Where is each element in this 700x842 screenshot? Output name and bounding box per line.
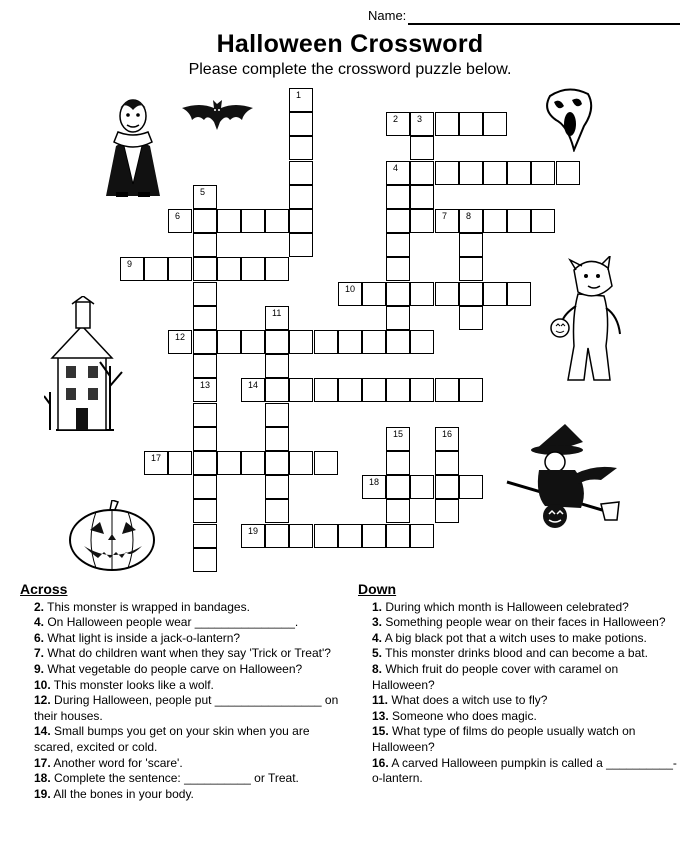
clue-num: 3.	[372, 615, 383, 630]
witch-illustration	[505, 424, 620, 534]
clue-text: What do children want when they say 'Trick or Treat'?	[44, 646, 331, 661]
crossword-cell[interactable]	[193, 209, 217, 233]
crossword-cell[interactable]	[193, 499, 217, 523]
crossword-cell[interactable]	[459, 112, 483, 136]
crossword-cell[interactable]	[459, 306, 483, 330]
crossword-cell[interactable]	[265, 306, 289, 330]
crossword-cell[interactable]	[386, 209, 410, 233]
crossword-cell[interactable]	[410, 209, 434, 233]
crossword-cell[interactable]	[338, 378, 362, 402]
crossword-cell[interactable]	[193, 354, 217, 378]
clue-text: Another word for 'scare'.	[50, 755, 183, 770]
crossword-cell[interactable]	[459, 475, 483, 499]
crossword-cell[interactable]	[314, 378, 338, 402]
name-label: Name:	[368, 8, 407, 23]
page-title: Halloween Crossword	[216, 30, 484, 58]
across-clue	[20, 756, 340, 772]
crossword-cell[interactable]	[338, 330, 362, 354]
crossword-cell[interactable]	[314, 451, 338, 475]
clue-text: This monster looks like a wolf.	[50, 677, 214, 692]
crossword-cell[interactable]	[241, 451, 265, 475]
clue-num: 6.	[34, 630, 45, 645]
crossword-cell[interactable]	[507, 161, 531, 185]
crossword-cell[interactable]	[435, 282, 459, 306]
clue-text: Complete the sentence: __________ or Treat.	[50, 771, 299, 786]
crossword-cell[interactable]	[362, 524, 386, 548]
crossword-cell[interactable]	[217, 209, 241, 233]
crossword-cell[interactable]	[410, 282, 434, 306]
clue-number: 1	[296, 90, 302, 100]
crossword-cell[interactable]	[168, 209, 192, 233]
crossword-cell[interactable]	[459, 378, 483, 402]
clue-num: 4.	[372, 630, 383, 645]
crossword-cell[interactable]	[435, 161, 459, 185]
clue-num: 18.	[34, 771, 51, 786]
crossword-cell[interactable]	[144, 451, 168, 475]
across-clue	[20, 787, 340, 803]
across-clue	[20, 678, 340, 694]
crossword-cell[interactable]	[241, 257, 265, 281]
crossword-cell[interactable]	[241, 330, 265, 354]
crossword-cell[interactable]	[193, 427, 217, 451]
clue-text: What does a witch use to fly?	[388, 693, 548, 708]
crossword-cell[interactable]	[241, 524, 265, 548]
crossword-cell[interactable]	[483, 282, 507, 306]
clue-number: 14	[248, 380, 259, 390]
clue-number: 10	[345, 284, 356, 294]
crossword-cell[interactable]	[362, 330, 386, 354]
clue-num: 14.	[34, 724, 51, 739]
across-clue	[20, 646, 340, 662]
across-clues	[20, 582, 340, 802]
crossword-cell[interactable]	[289, 161, 313, 185]
crossword-cell[interactable]	[314, 524, 338, 548]
clue-number: 15	[393, 429, 404, 439]
crossword-cell[interactable]	[338, 524, 362, 548]
crossword-cell[interactable]	[193, 378, 217, 402]
crossword-cell[interactable]	[289, 136, 313, 160]
crossword-cell[interactable]	[289, 524, 313, 548]
crossword-cell[interactable]	[435, 427, 459, 451]
clue-number: 13	[200, 380, 211, 390]
crossword-cell[interactable]	[386, 330, 410, 354]
crossword-cell[interactable]	[193, 403, 217, 427]
clue-number: 8	[466, 211, 472, 221]
crossword-cell[interactable]	[265, 209, 289, 233]
crossword-cell[interactable]	[483, 112, 507, 136]
crossword-cell[interactable]	[386, 475, 410, 499]
crossword-cell[interactable]	[289, 112, 313, 136]
down-heading: Down	[358, 581, 397, 597]
clue-text: Something people wear on their faces in Halloween?	[382, 615, 666, 630]
crossword-cell[interactable]	[386, 524, 410, 548]
crossword-cell[interactable]	[217, 451, 241, 475]
clue-num: 4.	[34, 615, 45, 630]
crossword-cell[interactable]	[459, 209, 483, 233]
down-clues	[358, 582, 678, 787]
across-heading: Across	[20, 581, 68, 597]
crossword-cell[interactable]	[193, 185, 217, 209]
clue-number: 18	[369, 477, 380, 487]
clue-number: 7	[442, 211, 448, 221]
crossword-cell[interactable]	[362, 475, 386, 499]
down-clue	[358, 662, 678, 693]
clue-text: This monster is wrapped in bandages.	[44, 599, 250, 614]
werewolf-illustration	[548, 256, 630, 386]
crossword-cell[interactable]	[289, 378, 313, 402]
clue-num: 11.	[372, 693, 389, 708]
crossword-cell[interactable]	[265, 475, 289, 499]
clue-num: 1.	[372, 599, 383, 614]
crossword-cell[interactable]	[193, 524, 217, 548]
clue-number: 11	[272, 308, 282, 318]
clue-num: 5.	[372, 646, 383, 661]
clue-num: 19.	[34, 786, 51, 801]
crossword-cell[interactable]	[265, 524, 289, 548]
crossword-cell[interactable]	[531, 209, 555, 233]
across-clue	[20, 615, 340, 631]
clue-text: All the bones in your body.	[50, 786, 194, 801]
crossword-cell[interactable]	[289, 209, 313, 233]
crossword-cell[interactable]	[507, 209, 531, 233]
crossword-cell[interactable]	[193, 257, 217, 281]
name-line[interactable]	[408, 23, 680, 25]
down-clue-list	[358, 600, 678, 787]
crossword-cell[interactable]	[265, 499, 289, 523]
crossword-cell[interactable]	[386, 378, 410, 402]
clue-text: What type of films do people usually watch on Halloween?	[372, 724, 636, 754]
bat-illustration	[180, 98, 255, 132]
clue-text: During which month is Halloween celebrated?	[382, 599, 629, 614]
haunted-house-illustration	[44, 296, 126, 434]
crossword-cell[interactable]	[556, 161, 580, 185]
crossword-cell[interactable]	[435, 499, 459, 523]
crossword-cell[interactable]	[410, 161, 434, 185]
clue-text: Which fruit do people cover with caramel on Halloween?	[372, 661, 619, 692]
crossword-cell[interactable]	[338, 282, 362, 306]
crossword-cell[interactable]	[265, 257, 289, 281]
clue-text: Small bumps you get on your skin when you are scared, excited or cold.	[34, 724, 310, 754]
crossword-cell[interactable]	[386, 112, 410, 136]
crossword-cell[interactable]	[314, 330, 338, 354]
clue-num: 9.	[34, 661, 45, 676]
across-clue	[20, 771, 340, 787]
crossword-cell[interactable]	[241, 209, 265, 233]
crossword-cell[interactable]	[168, 451, 192, 475]
down-clue	[358, 646, 678, 662]
crossword-cell[interactable]	[362, 378, 386, 402]
clue-text: This monster drinks blood and can become a bat.	[382, 646, 648, 661]
clue-text: A carved Halloween pumpkin is called a __________-o-lantern.	[372, 755, 677, 786]
clue-num: 8.	[372, 661, 383, 676]
down-clue	[358, 709, 678, 725]
crossword-cell[interactable]	[459, 257, 483, 281]
crossword-cell[interactable]	[241, 378, 265, 402]
crossword-cell[interactable]	[217, 257, 241, 281]
clue-num: 13.	[372, 708, 389, 723]
crossword-cell[interactable]	[289, 185, 313, 209]
clue-number: 19	[248, 526, 259, 536]
crossword-cell[interactable]	[193, 548, 217, 572]
crossword-cell[interactable]	[410, 136, 434, 160]
ghost-mask-illustration	[540, 86, 596, 152]
across-clue-list	[20, 600, 340, 803]
crossword-cell[interactable]	[193, 233, 217, 257]
clue-num: 2.	[34, 599, 45, 614]
clue-number: 2	[393, 114, 399, 124]
crossword-cell[interactable]	[483, 209, 507, 233]
crossword-cell[interactable]	[459, 161, 483, 185]
crossword-cell[interactable]	[265, 354, 289, 378]
crossword-cell[interactable]	[289, 88, 313, 112]
clue-number: 17	[151, 453, 162, 463]
crossword-cell[interactable]	[265, 427, 289, 451]
crossword-cell[interactable]	[144, 257, 168, 281]
crossword-cell[interactable]	[289, 233, 313, 257]
across-clue	[20, 724, 340, 755]
crossword-cell[interactable]	[386, 282, 410, 306]
across-clue	[20, 662, 340, 678]
clue-number: 9	[127, 259, 133, 269]
clue-number: 16	[442, 429, 453, 439]
down-clue	[358, 600, 678, 616]
crossword-cell[interactable]	[410, 185, 434, 209]
crossword-cell[interactable]	[289, 451, 313, 475]
crossword-cell[interactable]	[410, 330, 434, 354]
crossword-cell[interactable]	[386, 161, 410, 185]
crossword-cell[interactable]	[435, 112, 459, 136]
crossword-cell[interactable]	[362, 282, 386, 306]
clue-text: During Halloween, people put ________________ on their houses.	[34, 693, 339, 723]
crossword-cell[interactable]	[386, 451, 410, 475]
across-clue	[20, 631, 340, 647]
clue-text: What vegetable do people carve on Halloween?	[44, 661, 303, 676]
crossword-cell[interactable]	[531, 161, 555, 185]
crossword-cell[interactable]	[459, 233, 483, 257]
clue-num: 10.	[34, 677, 51, 692]
crossword-cell[interactable]	[435, 451, 459, 475]
across-clue	[20, 693, 340, 724]
crossword-cell[interactable]	[507, 282, 531, 306]
across-clue	[20, 600, 340, 616]
crossword-cell[interactable]	[410, 524, 434, 548]
crossword-cell[interactable]	[265, 403, 289, 427]
crossword-cell[interactable]	[483, 161, 507, 185]
crossword-cell[interactable]	[435, 209, 459, 233]
down-clue	[358, 693, 678, 709]
crossword-cell[interactable]	[168, 257, 192, 281]
crossword-cell[interactable]	[435, 475, 459, 499]
down-clue	[358, 615, 678, 631]
crossword-cell[interactable]	[193, 282, 217, 306]
clue-num: 15.	[372, 724, 389, 739]
crossword-cell[interactable]	[386, 233, 410, 257]
crossword-cell[interactable]	[435, 378, 459, 402]
clue-number: 4	[393, 163, 399, 173]
clue-text: Someone who does magic.	[388, 708, 537, 723]
down-clue	[358, 631, 678, 647]
clue-number: 3	[417, 114, 423, 124]
crossword-cell[interactable]	[410, 475, 434, 499]
crossword-cell[interactable]	[386, 499, 410, 523]
down-clue	[358, 756, 678, 787]
crossword-cell[interactable]	[410, 378, 434, 402]
clue-number: 12	[175, 332, 186, 342]
clue-text: What light is inside a jack-o-lantern?	[44, 630, 241, 645]
crossword-cell[interactable]	[193, 330, 217, 354]
clue-num: 16.	[372, 755, 389, 770]
crossword-cell[interactable]	[386, 257, 410, 281]
crossword-cell[interactable]	[289, 330, 313, 354]
crossword-cell[interactable]	[193, 306, 217, 330]
vampire-illustration	[102, 88, 164, 200]
clue-text: On Halloween people wear _______________.	[44, 615, 299, 630]
clue-num: 12.	[34, 693, 51, 708]
crossword-cell[interactable]	[168, 330, 192, 354]
clue-number: 6	[175, 211, 181, 221]
crossword-cell[interactable]	[386, 185, 410, 209]
crossword-cell[interactable]	[459, 282, 483, 306]
clue-num: 17.	[34, 755, 51, 770]
jack-o-lantern-illustration	[66, 500, 158, 572]
crossword-cell[interactable]	[120, 257, 144, 281]
crossword-cell[interactable]	[265, 451, 289, 475]
crossword-cell[interactable]	[265, 378, 289, 402]
crossword-cell[interactable]	[193, 451, 217, 475]
crossword-cell[interactable]	[217, 330, 241, 354]
crossword-cell[interactable]	[193, 475, 217, 499]
crossword-cell[interactable]	[386, 427, 410, 451]
crossword-cell[interactable]	[410, 112, 434, 136]
clue-num: 7.	[34, 646, 45, 661]
clue-text: A big black pot that a witch uses to make potions.	[382, 630, 647, 645]
crossword-cell[interactable]	[386, 306, 410, 330]
page-subtitle: Please complete the crossword puzzle below.	[188, 61, 512, 78]
clue-number: 5	[200, 187, 206, 197]
down-clue	[358, 724, 678, 755]
crossword-cell[interactable]	[265, 330, 289, 354]
